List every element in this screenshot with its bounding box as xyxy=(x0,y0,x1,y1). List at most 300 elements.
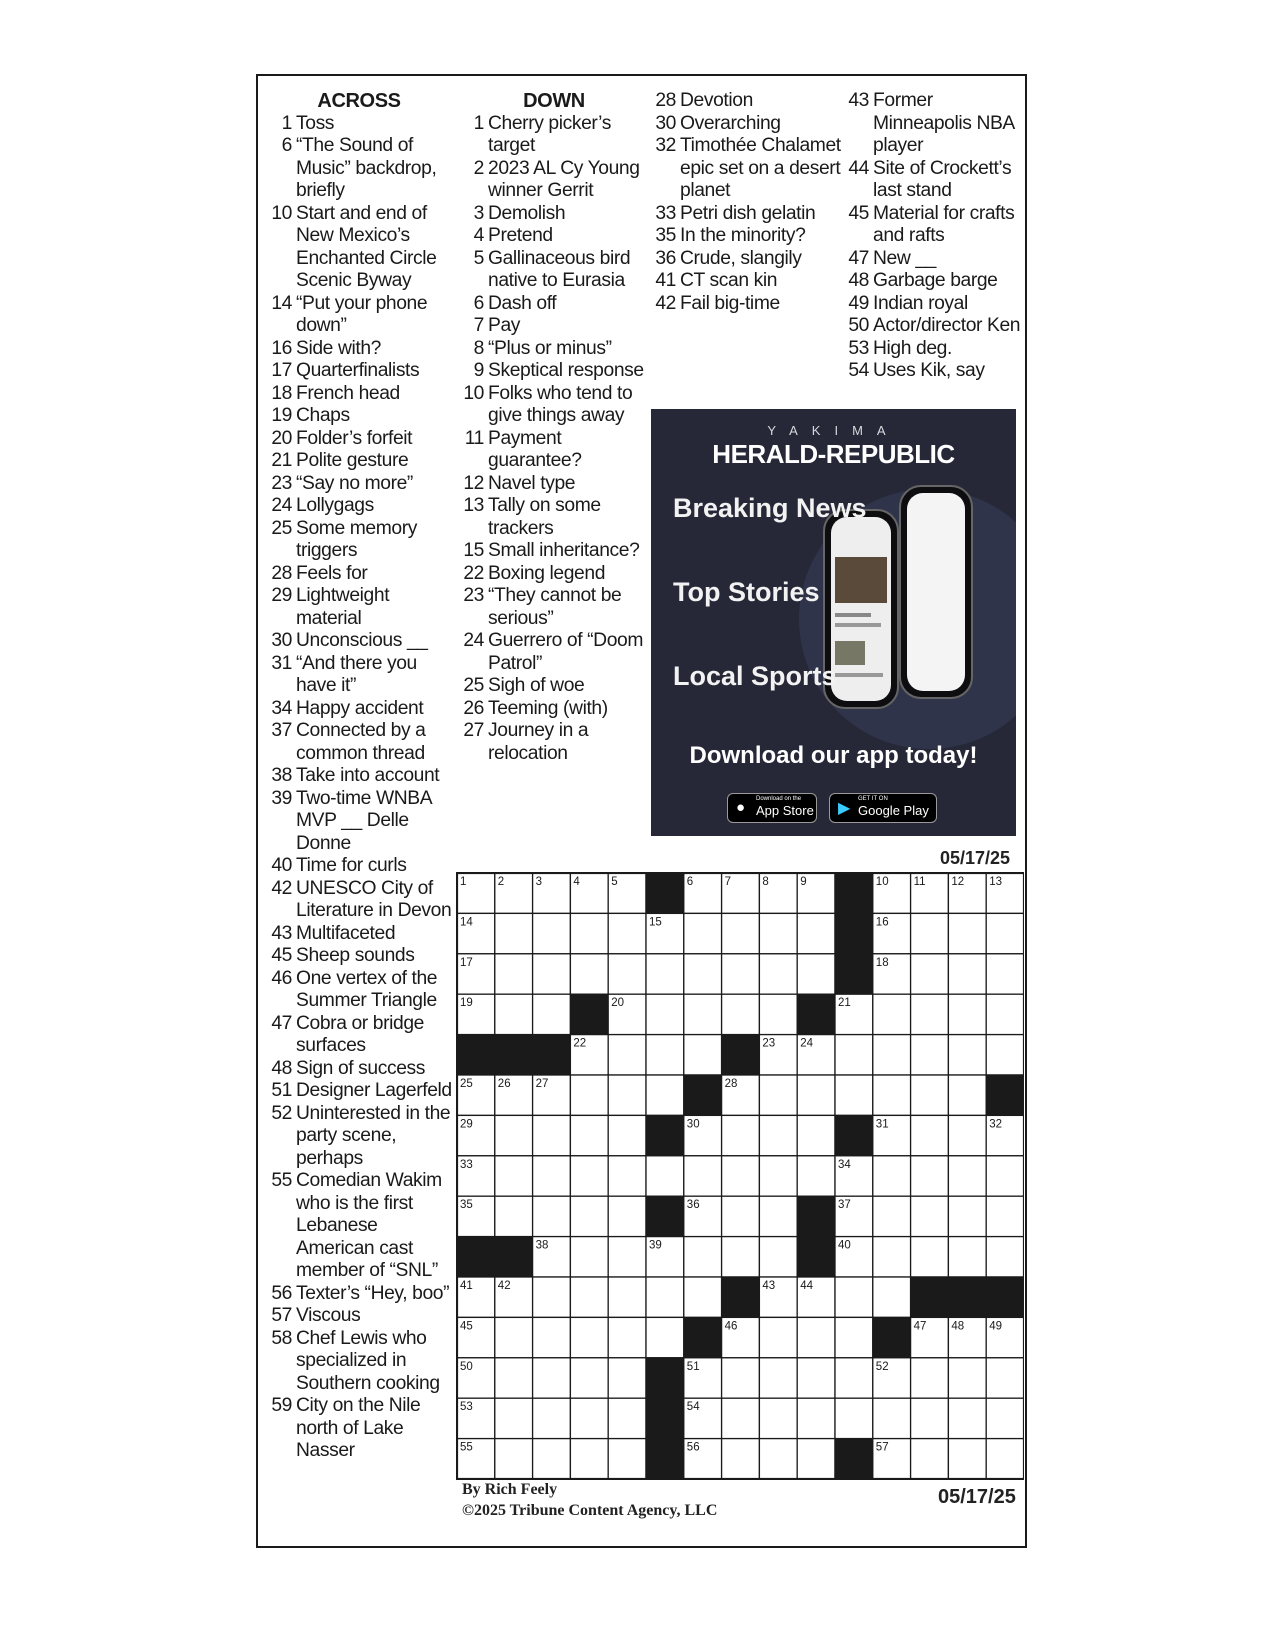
clue-number: 47 xyxy=(848,247,869,269)
grid-cell[interactable] xyxy=(533,1358,571,1398)
grid-cell[interactable] xyxy=(570,1237,608,1277)
clue-number: 46 xyxy=(271,967,292,989)
clue-item xyxy=(460,383,648,428)
cell-number: 56 xyxy=(686,1441,700,1454)
grid-cell[interactable] xyxy=(873,1156,911,1196)
black-square xyxy=(986,1075,1024,1115)
grid-cell[interactable] xyxy=(835,1035,873,1075)
grid-cell[interactable] xyxy=(986,954,1024,994)
grid-cell[interactable] xyxy=(797,1075,835,1115)
clue-text: Take into account xyxy=(296,765,440,786)
clue-item xyxy=(460,675,648,698)
grid-cell[interactable] xyxy=(533,913,571,953)
clue-text: Lightweight material xyxy=(296,585,390,629)
grid-cell[interactable] xyxy=(570,1398,608,1438)
across-clues xyxy=(266,90,452,1463)
grid-cell[interactable] xyxy=(759,1317,797,1357)
grid-cell[interactable] xyxy=(533,1196,571,1236)
author: By Rich Feely xyxy=(462,1481,558,1498)
grid-cell[interactable] xyxy=(495,1196,533,1236)
grid-cell[interactable] xyxy=(608,954,646,994)
grid-cell[interactable] xyxy=(986,1358,1024,1398)
grid-cell[interactable] xyxy=(722,1358,760,1398)
clue-number: 1 xyxy=(473,112,484,134)
clue-number: 56 xyxy=(271,1282,292,1304)
clue-text: Unconscious __ xyxy=(296,630,428,651)
clue-item xyxy=(845,158,1021,203)
clue-number: 15 xyxy=(463,540,484,561)
grid-cell[interactable] xyxy=(608,1075,646,1115)
cell-number: 54 xyxy=(686,1401,700,1414)
clue-number: 47 xyxy=(271,1012,292,1034)
grid-cell[interactable] xyxy=(759,1196,797,1236)
clue-text: New __ xyxy=(873,247,936,269)
clue-number: 26 xyxy=(463,697,484,719)
clue-text: Crude, slangily xyxy=(680,247,802,269)
grid-cell[interactable] xyxy=(646,1156,684,1196)
clue-number: 36 xyxy=(655,247,676,269)
grid-cell[interactable] xyxy=(608,1277,646,1317)
clue-item xyxy=(266,698,452,721)
clue-text: Happy accident xyxy=(296,697,424,719)
clue-number: 2 xyxy=(473,157,484,179)
copyright: ©2025 Tribune Content Agency, LLC xyxy=(462,1502,718,1519)
brand-city: YAKIMA xyxy=(767,423,900,438)
clue-text: Uninterested in the party scene, perhaps xyxy=(296,1102,451,1169)
grid-cell[interactable] xyxy=(948,1156,986,1196)
clue-text: Indian royal xyxy=(873,292,968,314)
clue-text: Pretend xyxy=(488,225,553,246)
clue-item xyxy=(460,360,648,383)
cell-number: 37 xyxy=(838,1199,851,1212)
clue-text: Navel type xyxy=(488,472,576,494)
grid-cell[interactable] xyxy=(911,1115,949,1155)
grid-cell[interactable] xyxy=(495,1317,533,1357)
grid-cell[interactable] xyxy=(911,1398,949,1438)
clue-text: One vertex of the Summer Triangle xyxy=(296,967,438,1011)
clue-text: Teeming (with) xyxy=(488,697,608,719)
clue-text: Skeptical response xyxy=(488,360,644,381)
grid-cell[interactable] xyxy=(608,1156,646,1196)
cell-number: 36 xyxy=(686,1199,700,1212)
clue-text: Sigh of woe xyxy=(488,675,585,696)
clue-number: 57 xyxy=(271,1305,292,1326)
grid-cell[interactable] xyxy=(495,1439,533,1479)
clue-text: Start and end of New Mexico’s Enchanted Circle Scenic Byway xyxy=(296,202,437,291)
clue-item xyxy=(460,338,648,361)
grid-cell[interactable] xyxy=(722,1156,760,1196)
grid-cell[interactable] xyxy=(722,1115,760,1155)
grid-cell[interactable] xyxy=(948,1196,986,1236)
grid-cell[interactable] xyxy=(986,1156,1024,1196)
grid-cell[interactable] xyxy=(495,1398,533,1438)
clue-text: Journey in a relocation xyxy=(488,720,589,764)
clue-number: 8 xyxy=(473,337,484,359)
clue-item xyxy=(266,788,452,856)
clue-text: Connected by a common thread xyxy=(296,720,426,764)
clue-item xyxy=(652,90,842,113)
ad-headline-2: Top Stories xyxy=(673,577,820,607)
grid-cell[interactable] xyxy=(722,1237,760,1277)
grid-cell[interactable] xyxy=(608,1398,646,1438)
grid-cell[interactable] xyxy=(608,1035,646,1075)
clue-item xyxy=(266,1013,452,1058)
clue-text: Polite gesture xyxy=(296,450,409,471)
clue-text: Designer Lagerfeld xyxy=(296,1080,452,1101)
clue-number: 29 xyxy=(271,585,292,606)
grid-cell[interactable] xyxy=(646,1317,684,1357)
cell-number: 16 xyxy=(875,916,889,929)
grid-cell[interactable] xyxy=(684,994,722,1034)
clue-text: Payment guarantee? xyxy=(488,427,582,471)
down-list-col3 xyxy=(845,90,1021,383)
black-square xyxy=(835,1439,873,1479)
grid-cell[interactable] xyxy=(495,954,533,994)
cell-number: 7 xyxy=(724,876,732,888)
grid-cell[interactable] xyxy=(570,1115,608,1155)
grid-cell[interactable] xyxy=(948,1115,986,1155)
grid-cell[interactable] xyxy=(835,1317,873,1357)
grid-cell[interactable] xyxy=(495,913,533,953)
grid-cell[interactable] xyxy=(684,913,722,953)
clue-item xyxy=(845,293,1021,316)
clue-text: Gallinaceous bird native to Eurasia xyxy=(488,247,631,291)
grid-cell[interactable] xyxy=(646,1075,684,1115)
clue-text: Side with? xyxy=(296,337,381,359)
clue-text: Cobra or bridge surfaces xyxy=(296,1012,424,1056)
clue-item xyxy=(652,225,842,248)
cell-number: 17 xyxy=(460,956,473,969)
grid-cell[interactable] xyxy=(533,1398,571,1438)
clue-item xyxy=(652,248,842,271)
clue-item xyxy=(460,630,648,675)
clue-number: 10 xyxy=(463,382,484,404)
grid-cell[interactable] xyxy=(948,1237,986,1277)
clue-number: 58 xyxy=(271,1327,292,1349)
puzzle-date-top: 05/17/25 xyxy=(940,848,1011,868)
grid-cell[interactable] xyxy=(533,1317,571,1357)
grid-cell[interactable] xyxy=(986,1035,1024,1075)
clue-item xyxy=(266,495,452,518)
grid-cell[interactable] xyxy=(570,1317,608,1357)
grid-cell[interactable] xyxy=(722,954,760,994)
clue-item xyxy=(266,765,452,788)
clue-text: “The Sound of Music” backdrop, briefly xyxy=(296,135,437,201)
clue-item xyxy=(460,540,648,563)
grid-cell[interactable] xyxy=(608,1317,646,1357)
clue-item xyxy=(845,315,1021,338)
grid-cell[interactable] xyxy=(911,1196,949,1236)
grid-cell[interactable] xyxy=(570,1196,608,1236)
grid-cell[interactable] xyxy=(495,994,533,1034)
grid-cell[interactable] xyxy=(986,994,1024,1034)
grid-cell[interactable] xyxy=(570,1075,608,1115)
grid-cell[interactable] xyxy=(911,994,949,1034)
grid-cell[interactable] xyxy=(570,1358,608,1398)
clue-number: 16 xyxy=(271,337,292,359)
app-store-label: App Store xyxy=(756,803,814,818)
grid-cell[interactable] xyxy=(911,1156,949,1196)
ad-headline-3: Local Sports xyxy=(673,661,837,691)
clue-number: 7 xyxy=(473,315,484,336)
grid-cell[interactable] xyxy=(722,1439,760,1479)
clue-item xyxy=(266,945,452,968)
app-store-small-text: Download on the xyxy=(756,796,802,802)
black-square xyxy=(495,1035,533,1075)
grid-cell[interactable] xyxy=(873,1196,911,1236)
clue-text: Time for curls xyxy=(296,855,407,876)
grid-cell[interactable] xyxy=(684,1237,722,1277)
grid-cell[interactable] xyxy=(646,1035,684,1075)
clue-item xyxy=(266,630,452,653)
app-store-button[interactable] xyxy=(727,793,817,823)
clue-text: 2023 AL Cy Young winner Gerrit xyxy=(488,157,640,201)
clue-item xyxy=(266,473,452,496)
grid-cell[interactable] xyxy=(759,1156,797,1196)
grid-cell[interactable] xyxy=(759,1358,797,1398)
grid-cell[interactable] xyxy=(495,1156,533,1196)
clue-text: Timothée Chalamet epic set on a desert planet xyxy=(680,135,841,201)
grid-cell[interactable] xyxy=(873,1035,911,1075)
grid-cell[interactable] xyxy=(873,1237,911,1277)
clue-number: 23 xyxy=(463,585,484,606)
grid-cell[interactable] xyxy=(570,913,608,953)
grid-cell[interactable] xyxy=(533,1115,571,1155)
grid-cell[interactable] xyxy=(873,1277,911,1317)
grid-cell[interactable] xyxy=(948,1439,986,1479)
grid-cell[interactable] xyxy=(986,1439,1024,1479)
grid-cell[interactable] xyxy=(948,1358,986,1398)
grid-cell[interactable] xyxy=(873,994,911,1034)
grid-cell[interactable] xyxy=(835,1075,873,1115)
grid-cell[interactable] xyxy=(684,1156,722,1196)
grid-cell[interactable] xyxy=(948,954,986,994)
grid-cell[interactable] xyxy=(911,1075,949,1115)
grid-cell[interactable] xyxy=(722,1196,760,1236)
grid-cell[interactable] xyxy=(911,913,949,953)
black-square xyxy=(835,1115,873,1155)
clue-number: 53 xyxy=(848,337,869,359)
grid-cell[interactable] xyxy=(684,954,722,994)
clue-number: 32 xyxy=(655,135,676,156)
clue-number: 52 xyxy=(271,1102,292,1124)
grid-cell[interactable] xyxy=(495,1115,533,1155)
grid-cell[interactable] xyxy=(608,1358,646,1398)
grid-cell[interactable] xyxy=(759,1439,797,1479)
clue-item xyxy=(266,1170,452,1283)
grid-cell[interactable] xyxy=(835,1277,873,1317)
grid-cell[interactable] xyxy=(570,1439,608,1479)
clue-text: Tally on some trackers xyxy=(488,495,601,539)
clue-number: 33 xyxy=(655,202,676,224)
black-square xyxy=(835,913,873,953)
grid-cell[interactable] xyxy=(948,1075,986,1115)
clue-number: 31 xyxy=(271,652,292,674)
clue-item xyxy=(460,248,648,293)
grid-cell[interactable] xyxy=(646,994,684,1034)
grid-cell[interactable] xyxy=(986,1398,1024,1438)
grid-cell[interactable] xyxy=(759,954,797,994)
clue-number: 51 xyxy=(271,1080,292,1101)
clue-number: 5 xyxy=(473,247,484,269)
cell-number: 19 xyxy=(460,997,473,1010)
clue-text: Two-time WNBA MVP __ Delle Donne xyxy=(296,787,432,854)
clue-number: 24 xyxy=(271,495,292,516)
clue-text: Viscous xyxy=(296,1305,361,1326)
clue-item xyxy=(460,113,648,158)
down-clues xyxy=(460,90,648,765)
clue-text: “Say no more” xyxy=(296,472,413,494)
clue-number: 44 xyxy=(848,157,869,179)
cell-number: 4 xyxy=(573,876,580,888)
grid-cell[interactable] xyxy=(759,913,797,953)
cell-number: 21 xyxy=(838,997,851,1010)
grid-cell[interactable] xyxy=(911,1439,949,1479)
grid-cell[interactable] xyxy=(608,1439,646,1479)
grid-cell[interactable] xyxy=(759,1237,797,1277)
clue-item xyxy=(266,1305,452,1328)
black-square xyxy=(835,873,873,913)
grid-cell[interactable] xyxy=(533,994,571,1034)
grid-cell[interactable] xyxy=(608,1237,646,1277)
cell-number: 40 xyxy=(838,1239,851,1252)
cell-number: 39 xyxy=(649,1239,662,1252)
grid-cell[interactable] xyxy=(533,954,571,994)
google-play-label: Google Play xyxy=(858,803,929,818)
grid-cell[interactable] xyxy=(533,1156,571,1196)
clue-item xyxy=(460,203,648,226)
grid-cell[interactable] xyxy=(646,954,684,994)
clue-text: Lollygags xyxy=(296,495,374,516)
clue-number: 59 xyxy=(271,1395,292,1416)
grid-cell[interactable] xyxy=(797,954,835,994)
clue-number: 30 xyxy=(655,112,676,134)
clue-text: Dash off xyxy=(488,292,557,314)
down-list-col2 xyxy=(652,90,842,315)
grid-cell[interactable] xyxy=(948,1035,986,1075)
grid-cell[interactable] xyxy=(646,1277,684,1317)
cell-number: 45 xyxy=(460,1320,473,1333)
grid-cell[interactable] xyxy=(797,1115,835,1155)
clue-text: Chef Lewis who specialized in Southern cooking xyxy=(296,1327,440,1394)
grid-cell[interactable] xyxy=(948,913,986,953)
grid-cell[interactable] xyxy=(797,1317,835,1357)
grid-cell[interactable] xyxy=(533,1439,571,1479)
down-list-col1 xyxy=(460,113,648,766)
cell-number: 52 xyxy=(875,1360,889,1373)
clue-item xyxy=(845,338,1021,361)
grid-cell[interactable] xyxy=(797,1156,835,1196)
grid-cell[interactable] xyxy=(911,1237,949,1277)
grid-cell[interactable] xyxy=(759,1075,797,1115)
grid-cell[interactable] xyxy=(986,1237,1024,1277)
clue-number: 3 xyxy=(473,202,484,224)
clue-item xyxy=(652,113,842,136)
clue-item xyxy=(266,338,452,361)
clue-item xyxy=(266,405,452,428)
grid-cell[interactable] xyxy=(873,1075,911,1115)
grid-cell[interactable] xyxy=(722,913,760,953)
grid-cell[interactable] xyxy=(911,954,949,994)
grid-cell[interactable] xyxy=(986,913,1024,953)
clue-number: 28 xyxy=(655,90,676,111)
apple-icon: ● xyxy=(736,799,746,816)
cell-number: 1 xyxy=(460,876,467,888)
clue-number: 19 xyxy=(271,405,292,426)
grid-cell[interactable] xyxy=(797,1398,835,1438)
grid-cell[interactable] xyxy=(759,994,797,1034)
across-heading: ACROSS xyxy=(317,90,401,112)
grid-cell[interactable] xyxy=(684,1035,722,1075)
grid-cell[interactable] xyxy=(797,913,835,953)
grid-cell[interactable] xyxy=(570,954,608,994)
grid-cell[interactable] xyxy=(797,1358,835,1398)
grid-cell[interactable] xyxy=(835,1358,873,1398)
grid-cell[interactable] xyxy=(797,1439,835,1479)
grid-cell[interactable] xyxy=(986,1196,1024,1236)
clue-item xyxy=(266,1395,452,1463)
grid-cell[interactable] xyxy=(911,1035,949,1075)
clue-number: 21 xyxy=(271,450,292,471)
grid-cell[interactable] xyxy=(911,1358,949,1398)
clue-number: 28 xyxy=(271,562,292,584)
clue-text: Guerrero of “Doom Patrol” xyxy=(488,630,644,674)
clue-item xyxy=(652,293,842,316)
grid-cell[interactable] xyxy=(570,1277,608,1317)
cell-number: 23 xyxy=(762,1037,776,1050)
clue-item xyxy=(266,203,452,293)
grid-cell[interactable] xyxy=(948,1398,986,1438)
clue-item xyxy=(266,518,452,563)
app-advertisement[interactable] xyxy=(651,409,1016,836)
grid-cell[interactable] xyxy=(608,913,646,953)
clue-number: 40 xyxy=(271,855,292,876)
grid-cell[interactable] xyxy=(948,994,986,1034)
grid-cell[interactable] xyxy=(759,1398,797,1438)
grid-cell[interactable] xyxy=(608,1115,646,1155)
grid-cell[interactable] xyxy=(873,1398,911,1438)
google-play-button[interactable] xyxy=(829,793,937,823)
clue-item xyxy=(845,248,1021,271)
clue-text: Garbage barge xyxy=(873,270,998,291)
cell-number: 57 xyxy=(875,1441,889,1454)
black-square xyxy=(570,994,608,1034)
black-square xyxy=(684,1317,722,1357)
grid-cell[interactable] xyxy=(835,1398,873,1438)
grid-cell[interactable] xyxy=(495,1358,533,1398)
grid-cell[interactable] xyxy=(759,1115,797,1155)
cell-number: 47 xyxy=(913,1320,927,1333)
grid-cell[interactable] xyxy=(722,1398,760,1438)
black-square xyxy=(722,1035,760,1075)
cell-number: 25 xyxy=(460,1078,473,1090)
grid-cell[interactable] xyxy=(722,994,760,1034)
grid-cell[interactable] xyxy=(684,1277,722,1317)
clue-item xyxy=(266,360,452,383)
cell-number: 49 xyxy=(989,1320,1002,1333)
grid-cell[interactable] xyxy=(570,1156,608,1196)
crossword-grid[interactable] xyxy=(456,872,1024,1480)
clue-number: 43 xyxy=(848,90,869,111)
black-square xyxy=(797,1196,835,1236)
black-square xyxy=(797,1237,835,1277)
clue-text: High deg. xyxy=(873,337,952,359)
grid-cell[interactable] xyxy=(608,1196,646,1236)
grid-cell[interactable] xyxy=(533,1277,571,1317)
clue-item xyxy=(460,225,648,248)
clue-text: Folks who tend to give things away xyxy=(488,382,633,426)
black-square xyxy=(684,1075,722,1115)
